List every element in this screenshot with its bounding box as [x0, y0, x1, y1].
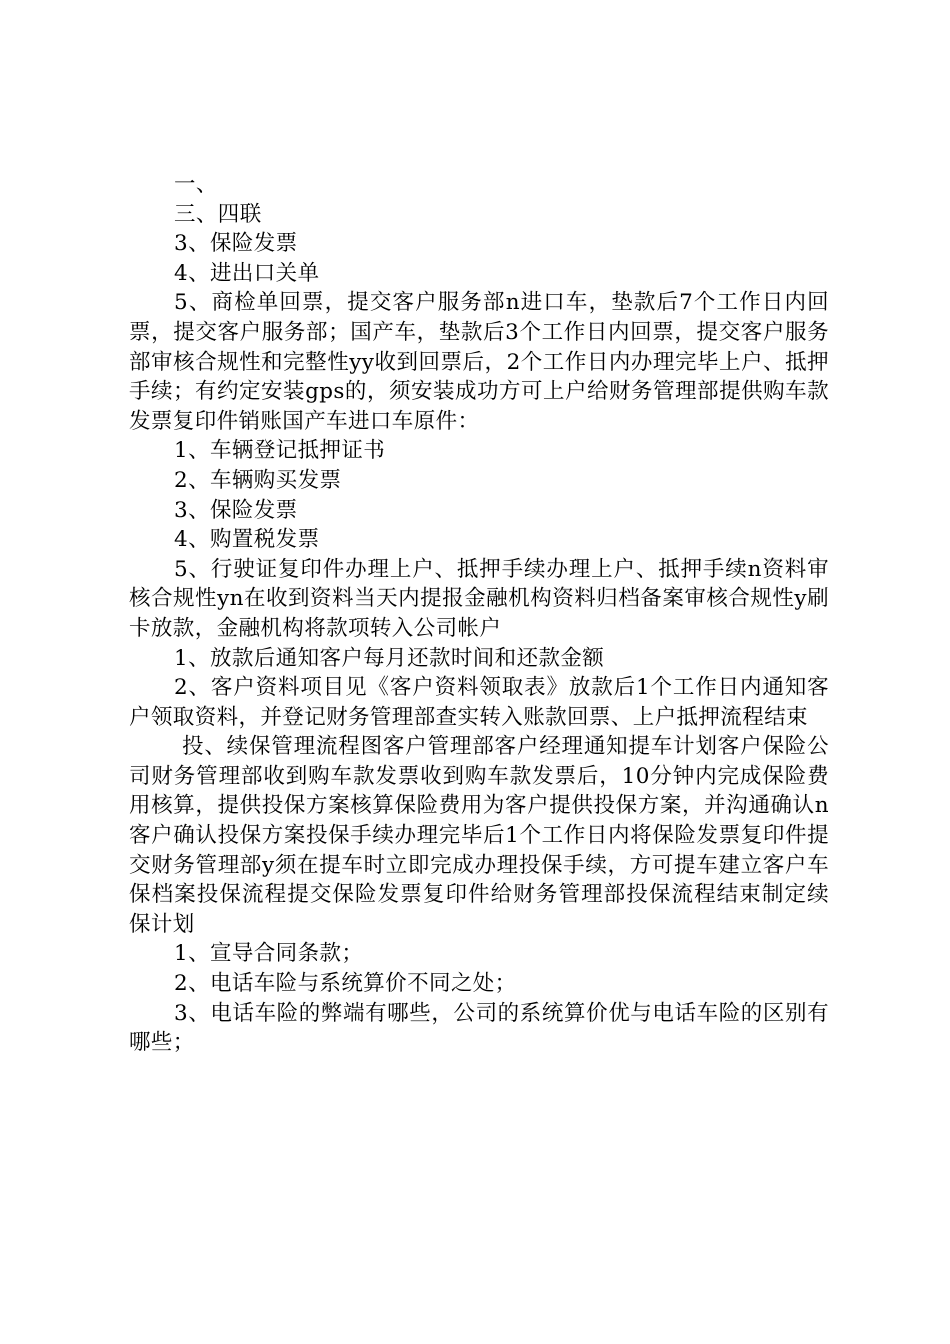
paragraph-6: 1、车辆登记抵押证书: [174, 438, 386, 464]
paragraph-8: 3、保险发票: [174, 497, 298, 523]
paragraph-12: 2、客户资料项目见《客户资料领取表》放款后1个工作日内通知客户领取资料，并登记财务管理部查实转入账款回票、上户抵押流程结束: [129, 675, 829, 730]
paragraph-4: 4、进出口关单: [174, 260, 320, 286]
paragraph-16: 3、电话车险的弊端有哪些，公司的系统算价优与电话车险的区别有哪些；: [129, 1000, 829, 1056]
document-body: [129, 170, 829, 1058]
paragraph-15: 2、电话车险与系统算价不同之处；: [174, 971, 517, 997]
paragraph-3: 3、保险发票: [174, 231, 298, 257]
paragraph-5: 5、商检单回票，提交客户服务部n进口车，垫款后7个工作日内回票，提交客户服务部；国产车，垫款后3个工作日内回票，提交客户服务部审核合规性和完整性yy收到回票后，2个工作日内办理完毕上户、抵押手续；有约定安装gps的，须安装成功方可上户给财务管理部提供购车款发票复印件销账国产车进口车原件：: [129, 290, 829, 434]
paragraph-13: 投、续保管理流程图客户管理部客户经理通知提车计划客户保险公司财务管理部收到购车款发票收到购车款发票后，10分钟内完成保险费用核算，提供投保方案核算保险费用为客户提供投保方案，并沟通确认n客户确认投保方案投保手续办理完毕后1个工作日内将保险发票复印件提交财务管理部y须在提车时立即完成办理投保手续，方可提车建立客户车保档案投保流程提交保险发票复印件给财务管理部投保流程结束制定续保计划: [129, 734, 829, 937]
paragraph-10: 5、行驶证复印件办理上户、抵押手续办理上户、抵押手续n资料审核合规性yn在收到资料当天内提报金融机构资料归档备案审核合规性y刷卡放款，金融机构将款项转入公司帐户: [129, 556, 829, 641]
paragraph-11: 1、放款后通知客户每月还款时间和还款金额: [174, 645, 605, 671]
paragraph-14: 1、宣导合同条款；: [174, 941, 364, 967]
paragraph-9: 4、购置税发票: [174, 527, 320, 553]
paragraph-2: 三、四联: [174, 201, 262, 227]
paragraph-1: 一、: [174, 172, 218, 197]
paragraph-7: 2、车辆购买发票: [174, 467, 342, 493]
